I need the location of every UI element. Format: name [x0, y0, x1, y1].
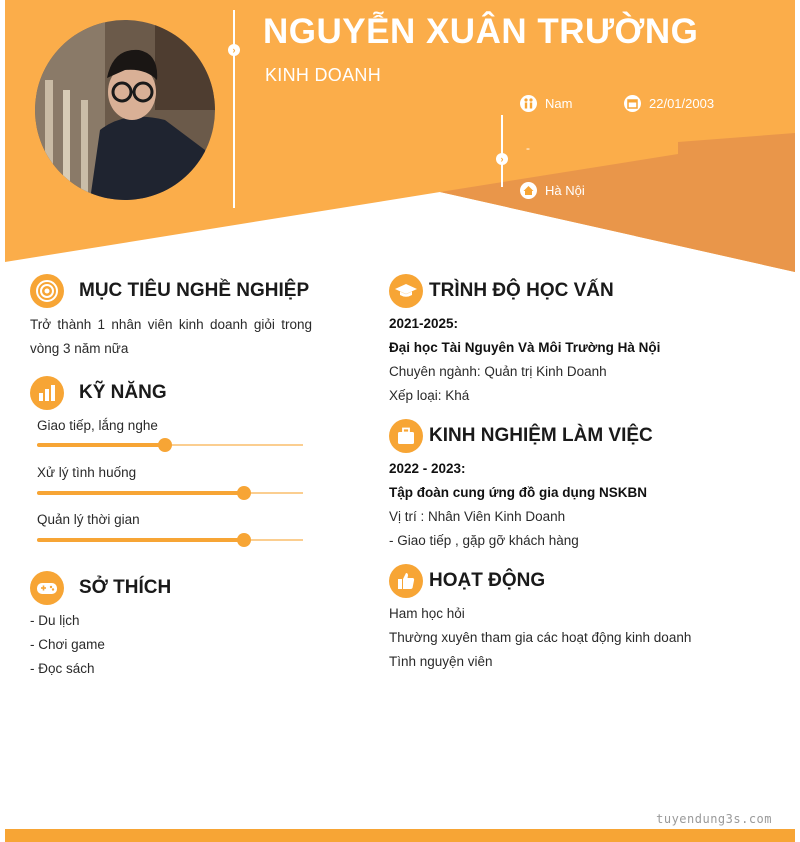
candidate-name: NGUYỄN XUÂN TRƯỜNG — [263, 12, 699, 51]
avatar — [35, 20, 215, 200]
experience-header — [389, 419, 653, 453]
address-value: Hà Nội — [545, 183, 585, 198]
home-icon — [520, 182, 537, 199]
education-major: Chuyên ngành: Quản trị Kinh Doanh — [389, 364, 607, 379]
skill-knob — [237, 533, 251, 547]
phone-info: - — [526, 141, 530, 155]
birthday-value: 22/01/2003 — [649, 96, 715, 111]
briefcase-icon — [389, 419, 423, 453]
candidate-position: KINH DOANH — [265, 65, 382, 85]
birthday-info — [624, 95, 714, 112]
education-school: Đại học Tài Nguyên Và Môi Trường Hà Nội — [389, 340, 661, 355]
education-header — [389, 274, 614, 308]
header-divider — [233, 10, 235, 208]
gamepad-icon — [30, 571, 64, 605]
experience-role: Vị trí : Nhân Viên Kinh Doanh — [389, 509, 566, 524]
activities-title: HOẠT ĐỘNG — [429, 570, 546, 591]
education-period: 2021-2025: — [389, 316, 459, 331]
graduation-cap-icon — [389, 274, 423, 308]
experience-task: - Giao tiếp , gặp gỡ khách hàng — [389, 533, 579, 548]
skill-label: Giao tiếp, lắng nghe — [37, 418, 158, 433]
hobbies-title: SỞ THÍCH — [79, 577, 172, 598]
gender-icon — [520, 95, 537, 112]
objective-header — [30, 274, 309, 308]
hobby-item: - Chơi game — [30, 637, 105, 652]
footer-bar — [5, 829, 795, 842]
skill-knob — [237, 486, 251, 500]
thumbs-up-icon — [389, 564, 423, 598]
activity-item: Ham học hỏi — [389, 606, 465, 621]
hobby-item: - Đọc sách — [30, 661, 95, 676]
target-icon — [30, 274, 64, 308]
hobbies-header — [30, 571, 171, 605]
gender-value: Nam — [545, 96, 573, 111]
skills-title: KỸ NĂNG — [79, 382, 167, 403]
experience-title: KINH NGHIỆM LÀM VIỆC — [429, 425, 653, 446]
skill-knob — [158, 438, 172, 452]
skill-fill — [37, 491, 244, 495]
education-title: TRÌNH ĐỘ HỌC VẤN — [429, 280, 614, 301]
activity-item: Tình nguyện viên — [389, 654, 493, 669]
hobby-item: - Du lịch — [30, 613, 80, 628]
chevron-right-icon: › — [228, 44, 240, 56]
bar-chart-icon — [30, 376, 64, 410]
watermark: tuyendung3s.com — [656, 812, 772, 826]
chevron-right-icon: › — [496, 153, 508, 165]
activities-header — [389, 564, 545, 598]
skill-fill — [37, 538, 244, 542]
activity-item: Thường xuyên tham gia các hoạt động kinh doanh — [389, 630, 692, 645]
education-rank: Xếp loại: Khá — [389, 388, 470, 403]
experience-company: Tập đoàn cung ứng đồ gia dụng NSKBN — [389, 485, 648, 500]
skill-label: Quản lý thời gian — [37, 512, 140, 527]
experience-period: 2022 - 2023: — [389, 461, 466, 476]
objective-text: Trở thành 1 nhân viên kinh doanh giỏi trong vòng 3 năm nữa — [30, 317, 312, 356]
calendar-icon — [624, 95, 641, 112]
objective-title: MỤC TIÊU NGHỀ NGHIỆP — [79, 280, 310, 301]
info-divider — [501, 115, 503, 187]
gender-info — [520, 95, 572, 112]
skill-label: Xử lý tình huống — [37, 465, 137, 480]
address-info — [520, 182, 585, 199]
skills-header — [30, 376, 167, 410]
skill-fill — [37, 443, 165, 447]
